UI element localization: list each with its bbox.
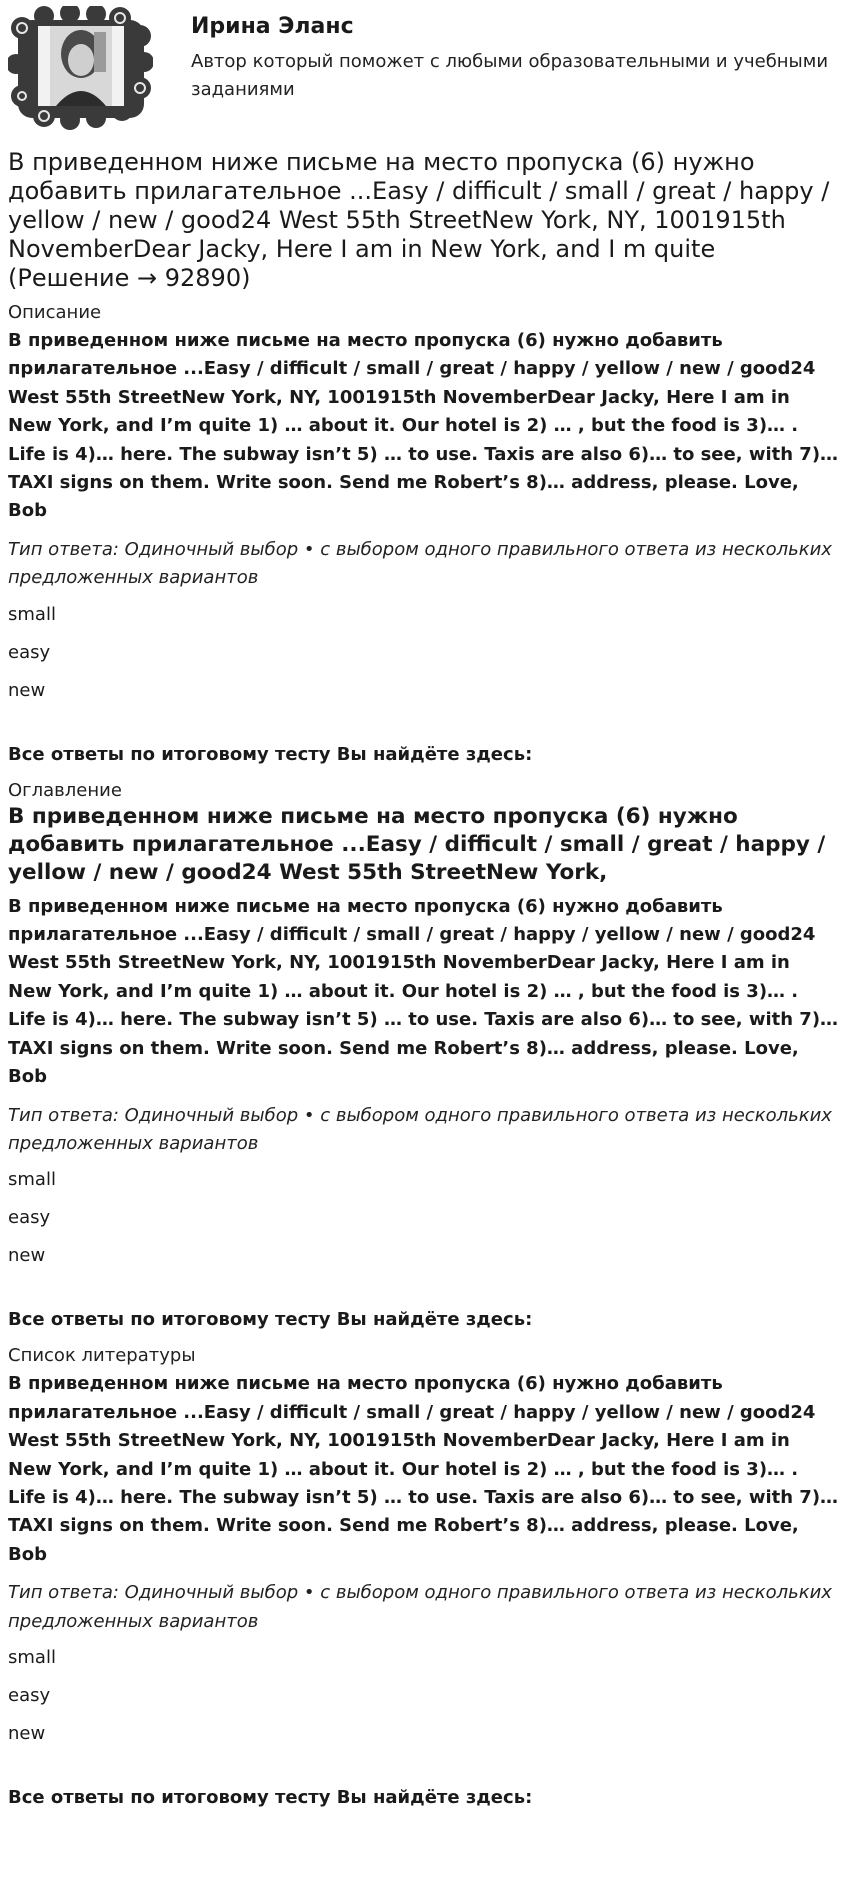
answer-type: Тип ответа: Одиночный выбор • с выбором одного правильного ответа из нескольких предложенных вариантов	[8, 1582, 832, 1632]
answer-type: Тип ответа: Одиночный выбор • с выбором одного правильного ответа из нескольких предложенных вариантов	[8, 538, 832, 589]
author-block	[8, 0, 839, 130]
all-answers-text: Все ответы по итоговому тесту Вы найдёте здесь:	[8, 1786, 533, 1808]
section-label-toc: Оглавление	[8, 779, 122, 801]
toc-section	[8, 779, 839, 1335]
option-item: small	[8, 603, 56, 625]
description-section	[8, 301, 839, 769]
option-item: new	[8, 1722, 46, 1744]
author-info	[191, 12, 839, 104]
question-text: В приведенном ниже письме на место пропуска (6) нужно добавить прилагательное ...Easy / difficult / small / great / happy / yellow / new / good24 West 55th StreetNew York, NY, 1001915th NovemberDear Jacky, Here I am in New York, and I’m quite 1) … about it. Our hotel is 2) … , but the food is 3)… . Life is 4)… here. The subway isn’t 5) … to use. Taxis are also 6)… to see, with 7)… TAXI signs on them. Write soon. Send me Robert’s 8)… address, please. Love, Bob	[8, 1373, 839, 1565]
option-item: easy	[8, 1684, 51, 1706]
section-label-bibliography: Список литературы	[8, 1345, 196, 1367]
options-list	[8, 601, 839, 705]
question-text: В приведенном ниже письме на место пропуска (6) нужно добавить прилагательное ...Easy / difficult / small / great / happy / yellow / new / good24 West 55th StreetNew York, NY, 1001915th NovemberDear Jacky, Here I am in New York, and I’m quite 1) … about it. Our hotel is 2) … , but the food is 3)… . Life is 4)… here. The subway isn’t 5) … to use. Taxis are also 6)… to see, with 7)… TAXI signs on them. Write soon. Send me Robert’s 8)… address, please. Love, Bob	[8, 895, 839, 1088]
option-item: small	[8, 1646, 56, 1668]
page-title: В приведенном ниже письме на место пропуска (6) нужно добавить прилагательное ...Easy / difficult / small / great / happy / yellow / new / good24 West 55th StreetNew York, NY, 1001915th NovemberDear Jacky, Here I am in New York, and I m quite (Решение → 92890)	[8, 148, 830, 292]
options-list	[8, 1644, 839, 1748]
bibliography-section	[8, 1344, 839, 1812]
all-answers-text: Все ответы по итоговому тесту Вы найдёте здесь:	[8, 1309, 533, 1331]
section-label-description: Описание	[8, 302, 102, 323]
answer-type: Тип ответа: Одиночный выбор • с выбором одного правильного ответа из нескольких предложенных вариантов	[8, 1104, 832, 1154]
option-item: easy	[8, 641, 51, 663]
all-answers-text: Все ответы по итоговому тесту Вы найдёте здесь:	[8, 743, 533, 765]
question-text: В приведенном ниже письме на место пропуска (6) нужно добавить прилагательное ...Easy / difficult / small / great / happy / yellow / new / good24 West 55th StreetNew York, NY, 1001915th NovemberDear Jacky, Here I am in New York, and I’m quite 1) … about it. Our hotel is 2) … , but the food is 3)… . Life is 4)… here. The subway isn’t 5) … to use. Taxis are also 6)… to see, with 7)… TAXI signs on them. Write soon. Send me Robert’s 8)… address, please. Love, Bob	[8, 330, 839, 522]
option-item: easy	[8, 1207, 51, 1229]
author-name: Ирина Эланс	[191, 14, 354, 39]
option-item: new	[8, 1245, 46, 1267]
author-photo-frame-icon	[8, 6, 153, 131]
options-list	[8, 1166, 839, 1270]
toc-heading: В приведенном ниже письме на место пропуска (6) нужно добавить прилагательное ...Easy / difficult / small / great / happy / yellow / new / good24 West 55th StreetNew York,	[8, 803, 826, 885]
option-item: new	[8, 679, 46, 701]
option-item: small	[8, 1169, 56, 1191]
author-description: Автор который поможет с любыми образовательными и учебными заданиями	[191, 51, 829, 100]
